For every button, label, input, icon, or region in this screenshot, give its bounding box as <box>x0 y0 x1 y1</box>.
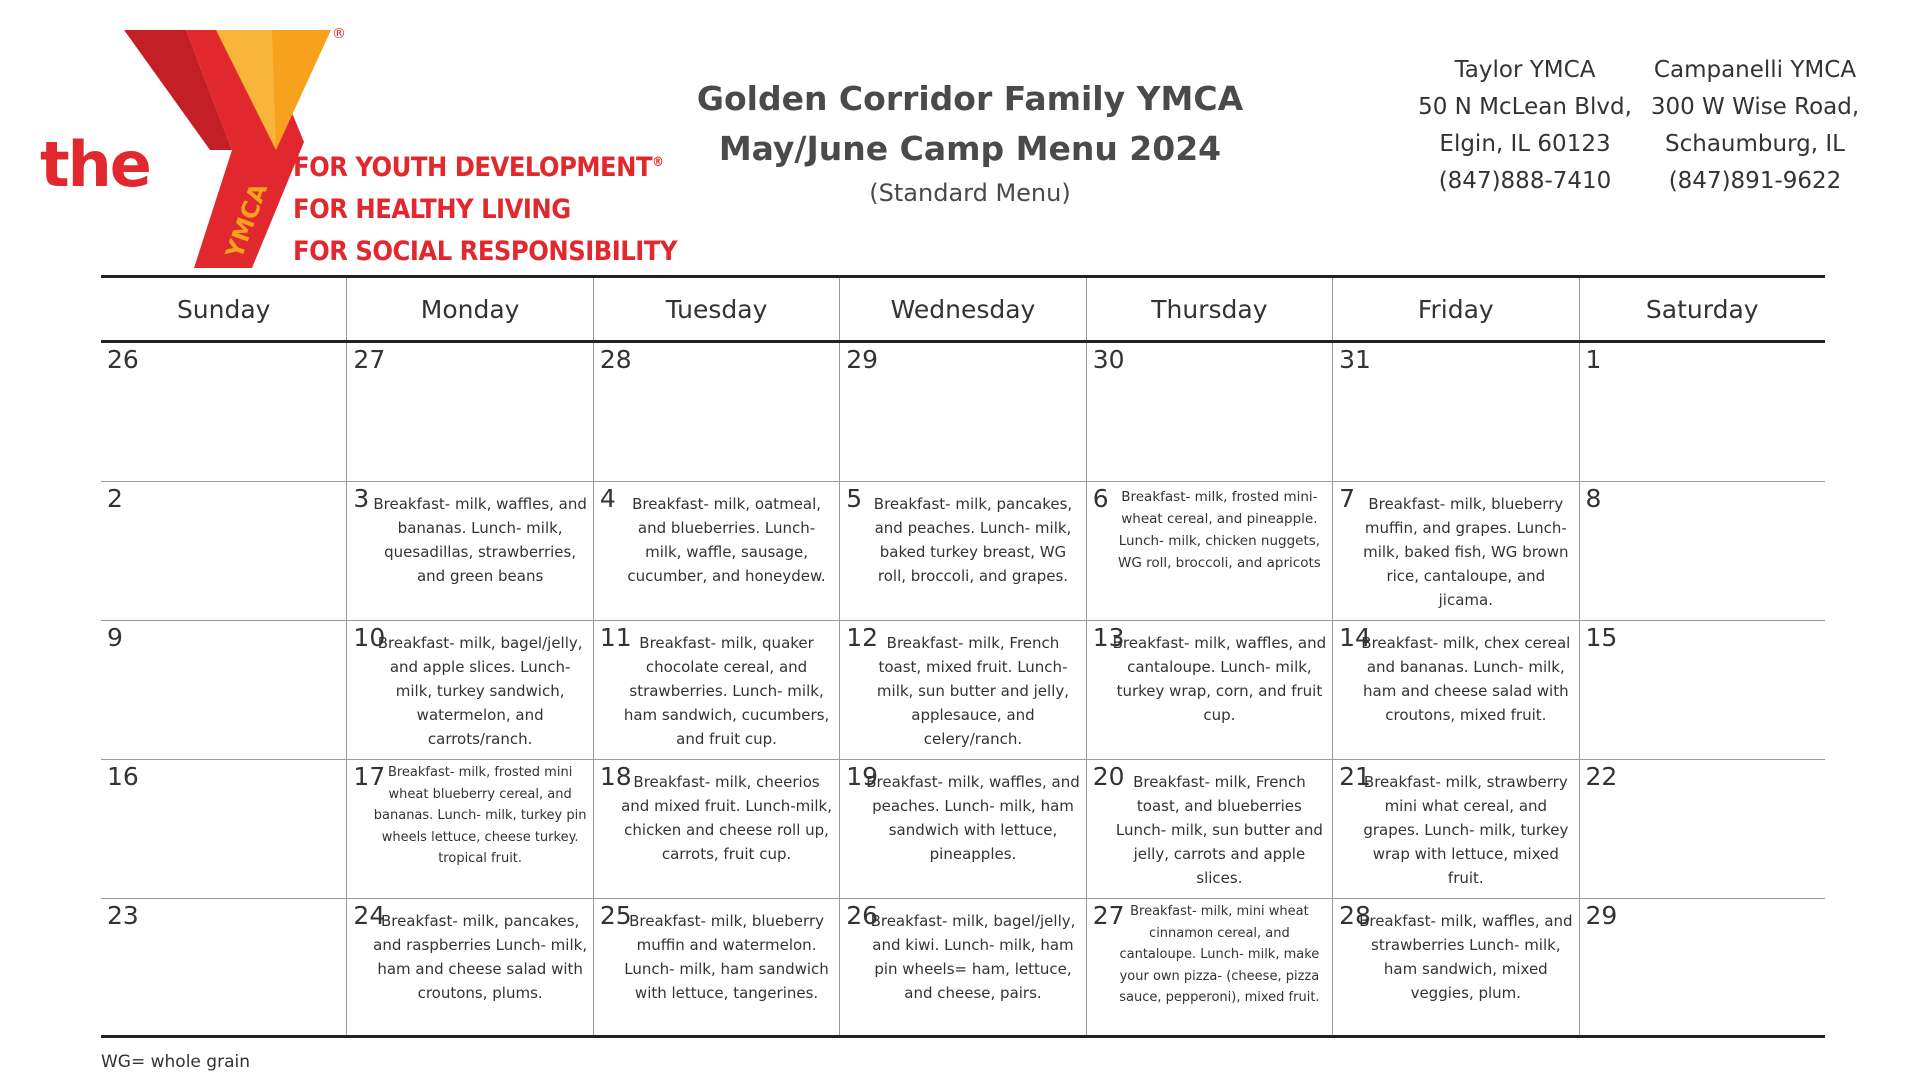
meal-menu: Breakfast- milk, frosted mini-wheat cereal, and pineapple. Lunch- milk, chicken nuggets, WG roll, broccoli, and apricots <box>1117 489 1321 571</box>
menu-type: (Standard Menu) <box>869 179 1071 207</box>
location-phone: (847)891-9622 <box>1668 168 1842 194</box>
weekday-thursday: Thursday <box>1086 278 1332 340</box>
day-number: 29 <box>846 345 879 374</box>
day-number: 12 <box>846 623 879 652</box>
day-number: 27 <box>1092 901 1125 930</box>
calendar-body <box>101 343 1825 1038</box>
page-title-block <box>690 74 1250 212</box>
meal-menu: Breakfast- milk, blueberry muffin and watermelon. Lunch- milk, ham sandwich with lettuce, tangerines. <box>624 912 829 1002</box>
day-number: 3 <box>353 484 370 513</box>
calendar-day <box>839 482 1085 620</box>
calendar-day <box>1579 760 1825 898</box>
day-number: 26 <box>846 901 879 930</box>
day-number: 28 <box>1339 901 1371 930</box>
calendar-week <box>101 899 1825 1038</box>
calendar-day <box>346 621 592 759</box>
calendar-day <box>1579 899 1825 1035</box>
day-number: 26 <box>107 345 139 374</box>
meal-menu: Breakfast- milk, waffles, and strawberries Lunch- milk, ham sandwich, mixed veggies, plum. <box>1359 912 1573 1002</box>
calendar-day <box>1086 482 1332 620</box>
calendar-day <box>101 760 346 898</box>
day-number: 28 <box>599 345 632 374</box>
footnote-wg: WG= whole grain <box>101 1052 250 1072</box>
meal-menu: Breakfast- milk, pancakes, and peaches. Lunch- milk, baked turkey breast, WG roll, broccoli, and grapes. <box>873 495 1073 585</box>
weekday-friday: Friday <box>1332 278 1578 340</box>
weekday-tuesday: Tuesday <box>593 278 839 340</box>
calendar-week <box>101 760 1825 899</box>
calendar-day <box>593 899 839 1035</box>
calendar-day <box>1579 621 1825 759</box>
weekday-sunday: Sunday <box>176 294 271 324</box>
calendar-day <box>839 343 1085 481</box>
tagline-social-responsibility: FOR SOCIAL RESPONSIBILITY <box>293 236 677 267</box>
meal-menu: Breakfast- milk, mini wheat cinnamon cereal, and cantaloupe. Lunch- milk, make your own pizza- (cheese, pizza sauce, pepperoni), mixed fruit. <box>1119 904 1320 1005</box>
ymca-vertical-text: YMCA <box>220 179 274 263</box>
day-number: 14 <box>1339 623 1371 652</box>
calendar-day <box>1332 482 1578 620</box>
tagline-trademark: ® <box>652 155 664 170</box>
location-phone: (847)888-7410 <box>1438 168 1612 194</box>
meal-menu: Breakfast- milk, strawberry mini what cereal, and grapes. Lunch- milk, turkey wrap with lettuce, mixed fruit. <box>1363 773 1569 887</box>
calendar-day <box>346 343 592 481</box>
meal-menu: Breakfast- milk, oatmeal, and blueberries. Lunch- milk, waffle, sausage, cucumber, and honeydew. <box>627 495 826 585</box>
calendar-day <box>593 621 839 759</box>
meal-menu: Breakfast- milk, bagel/jelly, and apple slices. Lunch- milk, turkey sandwich, watermelon, and carrots/ranch. <box>377 634 583 748</box>
ymca-logo <box>36 22 696 272</box>
calendar-day <box>346 760 592 898</box>
day-number: 31 <box>1339 345 1371 374</box>
day-number: 4 <box>599 484 616 513</box>
calendar-week <box>101 482 1825 621</box>
day-number: 5 <box>846 484 863 513</box>
calendar-day <box>593 482 839 620</box>
page-title: Golden Corridor Family YMCA <box>696 79 1244 118</box>
calendar-day <box>593 343 839 481</box>
day-number: 20 <box>1092 762 1125 791</box>
meal-menu: Breakfast- milk, waffles, and peaches. Lunch- milk, ham sandwich with lettuce, pineapples. <box>866 773 1080 863</box>
address-taylor <box>1410 52 1640 200</box>
calendar-day <box>1332 899 1578 1035</box>
day-number: 24 <box>353 901 386 930</box>
tagline-youth-development <box>293 152 663 183</box>
calendar-day <box>101 343 346 481</box>
meal-menu: Breakfast- milk, blueberry muffin, and grapes. Lunch- milk, baked fish, WG brown rice, cantaloupe, and jicama. <box>1363 495 1569 609</box>
day-number: 11 <box>599 623 632 652</box>
day-number: 13 <box>1092 623 1125 652</box>
day-number: 19 <box>846 762 879 791</box>
weekday-saturday: Saturday <box>1579 278 1825 340</box>
tagline-healthy-living: FOR HEALTHY LIVING <box>293 194 571 225</box>
location-city: Elgin, IL 60123 <box>1439 131 1611 157</box>
calendar-day <box>1332 760 1578 898</box>
weekday-monday: Monday <box>346 278 592 340</box>
day-number: 7 <box>1339 484 1356 513</box>
day-number: 6 <box>1092 484 1109 513</box>
day-number: 23 <box>107 901 139 930</box>
calendar-week <box>101 621 1825 760</box>
calendar-day <box>346 899 592 1035</box>
day-number: 8 <box>1585 484 1602 513</box>
meal-menu: Breakfast- milk, bagel/jelly, and kiwi. Lunch- milk, ham pin wheels= ham, lettuce, and cheese, pairs. <box>870 912 1076 1002</box>
address-campanelli <box>1640 52 1870 200</box>
day-number: 27 <box>353 345 386 374</box>
day-number: 22 <box>1585 762 1618 791</box>
meal-menu: Breakfast- milk, chex cereal and bananas. Lunch- milk, ham and cheese salad with croutons, mixed fruit. <box>1361 634 1571 724</box>
day-number: 2 <box>107 484 123 513</box>
calendar-day <box>839 899 1085 1035</box>
location-name: Taylor YMCA <box>1454 57 1596 83</box>
calendar-day <box>1086 760 1332 898</box>
meal-menu: Breakfast- milk, French toast, mixed fruit. Lunch- milk, sun butter and jelly, applesauce, and celery/ranch. <box>876 634 1070 748</box>
meal-menu: Breakfast- milk, cheerios and mixed fruit. Lunch-milk, chicken and cheese roll up, carrots, fruit cup. <box>621 773 833 863</box>
page-subtitle: May/June Camp Menu 2024 <box>718 129 1222 168</box>
day-number: 17 <box>353 762 386 791</box>
calendar-day <box>1086 343 1332 481</box>
day-number: 10 <box>353 623 386 652</box>
meal-menu: Breakfast- milk, pancakes, and raspberries Lunch- milk, ham and cheese salad with croutons, plums. <box>373 912 588 1002</box>
weekday-wednesday: Wednesday <box>839 278 1085 340</box>
day-number: 21 <box>1339 762 1371 791</box>
location-street: 300 W Wise Road, <box>1650 94 1860 120</box>
location-city: Schaumburg, IL <box>1665 131 1845 157</box>
weekday-header <box>101 278 1825 343</box>
logo-word-the: the <box>40 128 150 201</box>
day-number: 1 <box>1585 345 1602 374</box>
day-number: 16 <box>107 762 139 791</box>
tagline-text: FOR YOUTH DEVELOPMENT <box>293 152 653 183</box>
calendar-day <box>101 482 346 620</box>
calendar-day <box>1332 343 1578 481</box>
calendar-day <box>101 899 346 1035</box>
calendar-day <box>1579 343 1825 481</box>
day-number: 15 <box>1585 623 1618 652</box>
location-street: 50 N McLean Blvd, <box>1418 94 1632 120</box>
meal-menu: Breakfast- milk, quaker chocolate cereal, and strawberries. Lunch- milk, ham sandwich, cucumbers, and fruit cup. <box>623 634 830 748</box>
day-number: 18 <box>599 762 632 791</box>
meal-menu: Breakfast- milk, waffles, and cantaloupe. Lunch- milk, turkey wrap, corn, and fruit cup. <box>1112 634 1327 724</box>
calendar-day <box>1332 621 1578 759</box>
day-number: 9 <box>107 623 123 652</box>
calendar-day <box>1086 899 1332 1035</box>
day-number: 30 <box>1092 345 1125 374</box>
meal-menu: Breakfast- milk, waffles, and bananas. Lunch- milk, quesadillas, strawberries, and green beans <box>373 495 587 585</box>
calendar-day <box>839 760 1085 898</box>
day-number: 25 <box>599 901 632 930</box>
calendar-day <box>593 760 839 898</box>
meal-menu: Breakfast- milk, French toast, and blueberries Lunch- milk, sun butter and jelly, carrots and apple slices. <box>1115 773 1323 887</box>
logo-trademark: ® <box>332 26 346 42</box>
location-name: Campanelli YMCA <box>1653 57 1857 83</box>
calendar-day <box>346 482 592 620</box>
day-number: 29 <box>1585 901 1618 930</box>
calendar-day <box>1579 482 1825 620</box>
calendar-week <box>101 343 1825 482</box>
calendar-day <box>101 621 346 759</box>
meal-menu: Breakfast- milk, frosted mini wheat blueberry cereal, and bananas. Lunch- milk, turkey pin wheels lettuce, cheese turkey. tropical fruit. <box>373 765 587 866</box>
calendar-day <box>839 621 1085 759</box>
calendar-day <box>1086 621 1332 759</box>
